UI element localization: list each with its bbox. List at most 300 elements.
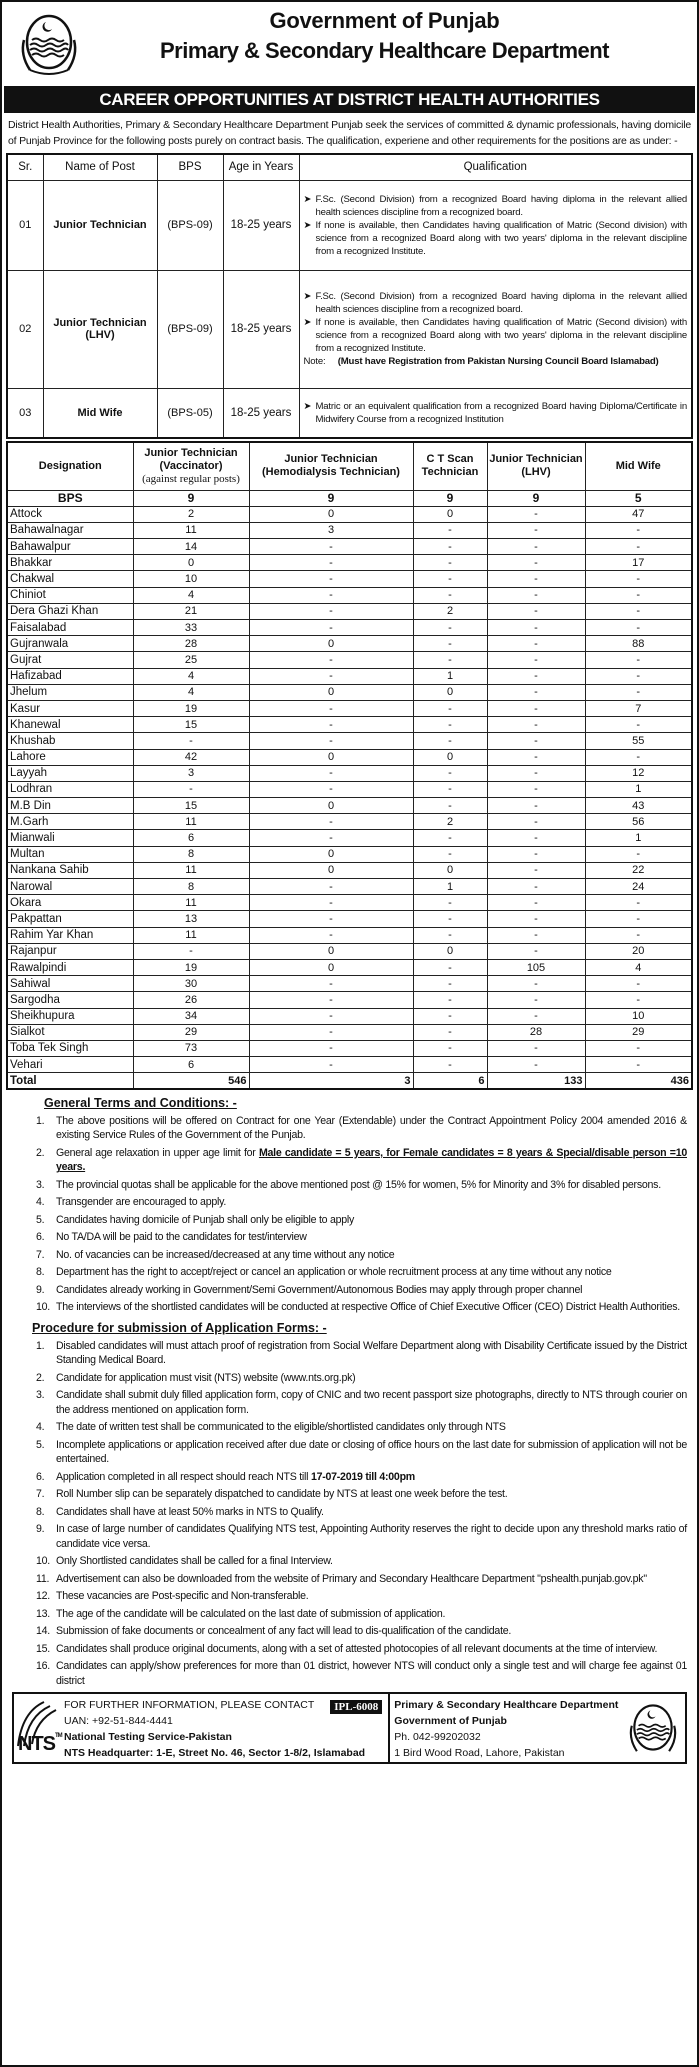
col-hemodialysis: Junior Technician (Hemodialysis Technician) xyxy=(249,442,413,490)
district-row xyxy=(7,765,692,781)
footer-contact xyxy=(12,1692,687,1764)
list-item xyxy=(36,1572,687,1587)
nts-address: NTS Headquarter: 1-E, Street No. 46, Sector 1-8/2, Islamabad xyxy=(64,1747,366,1760)
vacancy-count: - xyxy=(249,717,413,733)
vacancy-count: 10 xyxy=(585,1008,692,1024)
district-name: Chiniot xyxy=(7,587,133,603)
district-name: M.B Din xyxy=(7,798,133,814)
bps-cell: 9 xyxy=(133,490,249,506)
vacancy-count: - xyxy=(487,668,585,684)
list-item xyxy=(36,1607,687,1622)
col-designation: Designation xyxy=(7,442,133,490)
vacancy-count: - xyxy=(585,992,692,1008)
vacancy-count: - xyxy=(413,798,487,814)
item-text xyxy=(56,1114,687,1143)
vacancy-count: 3 xyxy=(249,522,413,538)
intro-paragraph: District Health Authorities, Primary & Secondary Healthcare Department Punjab seek the services of committed & dynamic professionals, having domicile of Punjab Province for the following posts purely on contract basis. The qualification, experiene and other requirements for the positions are as under: - xyxy=(8,119,691,147)
vacancy-count: - xyxy=(249,1008,413,1024)
district-row xyxy=(7,539,692,555)
vacancy-count: - xyxy=(585,652,692,668)
district-row xyxy=(7,506,692,522)
district-row xyxy=(7,976,692,992)
district-row xyxy=(7,571,692,587)
vacancy-count: - xyxy=(487,992,585,1008)
bps-label: BPS xyxy=(7,490,133,506)
vacancy-count: 1 xyxy=(585,781,692,797)
col-qualification: Qualification xyxy=(299,154,692,180)
item-number: 2. xyxy=(36,1146,45,1159)
procedure-list xyxy=(6,1339,693,1689)
post-row xyxy=(7,180,692,270)
district-name: Narowal xyxy=(7,879,133,895)
item-number: 13. xyxy=(36,1607,50,1620)
item-text xyxy=(56,1487,687,1502)
list-item xyxy=(36,1438,687,1467)
vacancy-count: - xyxy=(413,587,487,603)
vacancy-count: 22 xyxy=(585,862,692,878)
vacancy-count: - xyxy=(487,700,585,716)
dept-phone: Ph. 042-99202032 xyxy=(394,1731,481,1744)
vacancy-count: - xyxy=(249,781,413,797)
item-text-body: Roll Number slip can be separately dispatched to candidate by NTS at least one week before the test. xyxy=(56,1488,508,1501)
vacancy-count: - xyxy=(133,781,249,797)
item-text xyxy=(56,1300,687,1315)
vacancy-count: 0 xyxy=(413,943,487,959)
vacancy-count: - xyxy=(585,717,692,733)
district-row xyxy=(7,781,692,797)
vacancy-count: - xyxy=(585,895,692,911)
bps-cell: 9 xyxy=(249,490,413,506)
vacancy-count: - xyxy=(413,1040,487,1056)
vacancy-count: 13 xyxy=(133,911,249,927)
vacancy-count: - xyxy=(487,943,585,959)
vacancy-count: 55 xyxy=(585,733,692,749)
vacancy-count: - xyxy=(249,1057,413,1073)
vacancy-count: - xyxy=(413,765,487,781)
vacancy-count: - xyxy=(585,1057,692,1073)
vacancy-count: - xyxy=(487,927,585,943)
vacancy-count: 6 xyxy=(133,830,249,846)
district-name: Okara xyxy=(7,895,133,911)
arrow-bullet-icon: ➤ xyxy=(303,219,312,231)
vacancy-count: - xyxy=(413,1024,487,1040)
vacancy-count: 0 xyxy=(413,684,487,700)
item-text-body: Submission of fake documents or concealment of any fact will lead to dis-qualification of the candidate. xyxy=(56,1625,512,1638)
vacancy-count: 14 xyxy=(133,539,249,555)
contact-label: FOR FURTHER INFORMATION, PLEASE CONTACT xyxy=(64,1699,315,1712)
dept-address: 1 Bird Wood Road, Lahore, Pakistan xyxy=(394,1747,565,1760)
item-text-body: Candidates already working in Government/Semi Government/Autonomous Bodies may apply through proper channel xyxy=(56,1283,583,1296)
item-number: 3. xyxy=(36,1178,45,1191)
district-name: Nankana Sahib xyxy=(7,862,133,878)
item-text xyxy=(56,1195,687,1210)
gov-name: Government of Punjab xyxy=(394,1715,507,1728)
district-row xyxy=(7,668,692,684)
col-lhv: Junior Technician (LHV) xyxy=(487,442,585,490)
vacancies-table xyxy=(6,441,693,1090)
vacancy-count: 42 xyxy=(133,749,249,765)
list-item xyxy=(36,1339,687,1368)
vacancy-count: 1 xyxy=(585,830,692,846)
vacancy-count: 2 xyxy=(413,814,487,830)
vacancy-count: - xyxy=(133,943,249,959)
item-text-body: General age relaxation in upper age limit for xyxy=(56,1146,259,1159)
district-name: Jhelum xyxy=(7,684,133,700)
vacancy-count: 8 xyxy=(133,879,249,895)
vacancy-count: 33 xyxy=(133,620,249,636)
district-row xyxy=(7,798,692,814)
district-name: Pakpattan xyxy=(7,911,133,927)
vacancy-count: - xyxy=(487,765,585,781)
item-number: 2. xyxy=(36,1371,45,1384)
vacancy-count: - xyxy=(585,684,692,700)
punjab-emblem-icon xyxy=(16,10,82,80)
vacancy-count: - xyxy=(487,522,585,538)
district-row xyxy=(7,1057,692,1073)
department-contact xyxy=(390,1694,685,1762)
vacancy-count: - xyxy=(249,571,413,587)
vacancy-count: 11 xyxy=(133,862,249,878)
vacancy-count: - xyxy=(249,620,413,636)
district-row xyxy=(7,1024,692,1040)
list-item xyxy=(36,1388,687,1417)
vacancy-count: - xyxy=(487,571,585,587)
vacancy-count: - xyxy=(585,1040,692,1056)
vacancy-count: - xyxy=(413,976,487,992)
vacancy-count: - xyxy=(133,733,249,749)
post-age: 18-25 years xyxy=(223,180,299,270)
vacancy-count: 0 xyxy=(249,798,413,814)
district-row xyxy=(7,717,692,733)
district-name: Rawalpindi xyxy=(7,959,133,975)
item-text-body: Candidate for application must visit (NTS) website (www.nts.org.pk) xyxy=(56,1371,356,1384)
district-row xyxy=(7,992,692,1008)
arrow-bullet-icon: ➤ xyxy=(303,291,312,302)
item-number: 5. xyxy=(36,1438,45,1451)
item-text xyxy=(56,1283,687,1298)
ipl-badge: IPL-6008 xyxy=(330,1700,382,1714)
vacancy-count: - xyxy=(487,506,585,522)
district-row xyxy=(7,733,692,749)
vacancy-count: - xyxy=(249,814,413,830)
vacancy-count: 25 xyxy=(133,652,249,668)
list-item xyxy=(36,1230,687,1245)
vacancy-count: - xyxy=(413,717,487,733)
col-name-of-post: Name of Post xyxy=(43,154,157,180)
vacancy-count: - xyxy=(585,911,692,927)
item-text xyxy=(56,1505,687,1520)
vacancy-count: 17 xyxy=(585,555,692,571)
col-mid-wife: Mid Wife xyxy=(585,442,692,490)
item-text-body: Candidates having domicile of Punjab shall only be eligible to apply xyxy=(56,1213,355,1226)
item-number: 10. xyxy=(36,1301,50,1314)
post-name: Mid Wife xyxy=(43,388,157,438)
vacancy-count: 11 xyxy=(133,895,249,911)
item-emphasis: Male candidate = 5 years, for Female candidates = 8 years & Special/disable person =10 years. xyxy=(56,1146,687,1174)
vacancy-count: 1 xyxy=(413,879,487,895)
item-text xyxy=(56,1438,687,1467)
vacancy-count: - xyxy=(249,879,413,895)
vacancy-count: 0 xyxy=(249,943,413,959)
district-row xyxy=(7,684,692,700)
vacancy-count: - xyxy=(413,733,487,749)
item-text-body: Candidates shall have at least 50% marks in NTS to Qualify. xyxy=(56,1505,324,1518)
vacancy-count: - xyxy=(249,976,413,992)
district-row xyxy=(7,636,692,652)
total-cell: 6 xyxy=(413,1073,487,1089)
vacancy-count: 29 xyxy=(585,1024,692,1040)
item-text-body: The provincial quotas shall be applicable for the above mentioned post @ 15% for women, 5% for Minority and 3% for disabled persons. xyxy=(56,1178,661,1191)
vacancy-count: - xyxy=(487,830,585,846)
vacancy-count: 2 xyxy=(413,603,487,619)
district-row xyxy=(7,603,692,619)
vacancy-count: - xyxy=(249,927,413,943)
vacancy-count: - xyxy=(487,846,585,862)
vacancies-body xyxy=(7,490,692,1073)
deadline-date: 17-07-2019 till 4:00pm xyxy=(310,1470,415,1483)
vacancy-count: - xyxy=(585,522,692,538)
item-number: 15. xyxy=(36,1642,50,1655)
item-number: 9. xyxy=(36,1283,45,1296)
item-text xyxy=(56,1265,687,1280)
item-text-body: The date of written test shall be communicated to the eligible/shortlisted candidates only through NTS xyxy=(56,1421,506,1434)
vacancy-count: 4 xyxy=(133,587,249,603)
list-item xyxy=(36,1659,687,1688)
district-name: Sialkot xyxy=(7,1024,133,1040)
post-name: Junior Technician xyxy=(43,180,157,270)
vacancy-count: - xyxy=(249,668,413,684)
vacancy-count: 4 xyxy=(585,959,692,975)
list-item xyxy=(36,1114,687,1143)
post-bps: (BPS-05) xyxy=(157,388,223,438)
vacancy-count: - xyxy=(487,781,585,797)
vacancy-count: - xyxy=(413,846,487,862)
vacancy-count: 0 xyxy=(249,749,413,765)
total-cell: 436 xyxy=(585,1073,692,1089)
vacancy-count: - xyxy=(487,862,585,878)
vacancy-count: - xyxy=(413,959,487,975)
district-name: Kasur xyxy=(7,700,133,716)
vacancy-count: 20 xyxy=(585,943,692,959)
total-row xyxy=(7,1073,692,1089)
vacancy-count: 1 xyxy=(413,668,487,684)
department-contact-lines xyxy=(390,1694,625,1762)
district-row xyxy=(7,620,692,636)
posts-table xyxy=(6,153,693,439)
district-name: Khushab xyxy=(7,733,133,749)
col-bps: BPS xyxy=(157,154,223,180)
item-text-body: These vacancies are Post-specific and Non-transferable. xyxy=(56,1590,309,1603)
district-row xyxy=(7,879,692,895)
vacancy-count: 0 xyxy=(413,862,487,878)
list-item xyxy=(36,1213,687,1228)
vacancy-count: - xyxy=(249,652,413,668)
item-text xyxy=(56,1624,687,1639)
vacancy-count: 56 xyxy=(585,814,692,830)
vacancy-count: - xyxy=(413,1008,487,1024)
vacancy-count: - xyxy=(413,781,487,797)
item-number: 4. xyxy=(36,1196,45,1209)
vacancy-count: - xyxy=(487,636,585,652)
vacancy-count: 4 xyxy=(133,668,249,684)
item-text xyxy=(56,1230,687,1245)
item-number: 14. xyxy=(36,1625,50,1638)
vacancy-count: - xyxy=(487,733,585,749)
bps-cell: 9 xyxy=(413,490,487,506)
item-text-body: No. of vacancies can be increased/decreased at any time without any notice xyxy=(56,1248,395,1261)
vacancy-count: - xyxy=(585,587,692,603)
list-item xyxy=(36,1178,687,1193)
vacancy-count: 19 xyxy=(133,959,249,975)
career-banner: CAREER OPPORTUNITIES AT DISTRICT HEALTH AUTHORITIES xyxy=(4,86,695,113)
vacancy-count: - xyxy=(413,927,487,943)
item-text-body: The interviews of the shortlisted candidates will be conducted at respective Office of Chief Executive Officer (CEO) District Health Authorities. xyxy=(56,1301,680,1314)
district-name: Sargodha xyxy=(7,992,133,1008)
vacancy-count: 0 xyxy=(249,636,413,652)
list-item xyxy=(36,1195,687,1210)
vacancy-count: - xyxy=(487,798,585,814)
vacancy-count: - xyxy=(413,620,487,636)
vacancy-count: 7 xyxy=(585,700,692,716)
list-item xyxy=(36,1624,687,1639)
district-name: Lahore xyxy=(7,749,133,765)
vacancy-count: - xyxy=(487,652,585,668)
item-number: 10. xyxy=(36,1555,50,1568)
vacancy-count: 8 xyxy=(133,846,249,862)
post-qualification: ➤ F.Sc. (Second Division) from a recognized Board having diploma in the relevant allied health sciences discipline from a recognized board. ➤ If none is available, then Candidates having qualification of Matric (Second division) with science from a recognized Board along with two years' diploma in the relevant discipline from a recognized Institute. Note: (Must have Registration from Pakistan Nursing Council Board Islamabad) xyxy=(299,270,692,388)
item-text-body: Only Shortlisted candidates shall be called for a final Interview. xyxy=(56,1555,333,1568)
vacancy-count: - xyxy=(413,539,487,555)
total-cell: 3 xyxy=(249,1073,413,1089)
district-row xyxy=(7,846,692,862)
vacancy-count: - xyxy=(249,555,413,571)
vacancy-count: 11 xyxy=(133,522,249,538)
terms-title: General Terms and Conditions: - xyxy=(44,1095,237,1110)
post-age: 18-25 years xyxy=(223,388,299,438)
item-text xyxy=(56,1642,687,1657)
vacancy-count: - xyxy=(413,555,487,571)
list-item xyxy=(36,1371,687,1386)
item-text xyxy=(56,1178,687,1193)
item-text-body: Application completed in all respect should reach NTS till xyxy=(56,1470,311,1483)
vacancy-count: - xyxy=(585,846,692,862)
list-item xyxy=(36,1146,687,1175)
vacancy-count: - xyxy=(487,749,585,765)
vacancy-count: 88 xyxy=(585,636,692,652)
post-row xyxy=(7,388,692,438)
district-name: Layyah xyxy=(7,765,133,781)
item-number: 5. xyxy=(36,1213,45,1226)
page-title: Government of Punjab xyxy=(269,8,500,33)
district-row xyxy=(7,700,692,716)
item-text-body: No TA/DA will be paid to the candidates for test/interview xyxy=(56,1231,307,1244)
item-text xyxy=(56,1339,687,1368)
vacancy-count: - xyxy=(413,895,487,911)
vacancy-count: 73 xyxy=(133,1040,249,1056)
post-sr: 01 xyxy=(7,180,43,270)
item-text-body: In case of large number of candidates Qualifying NTS test, Appointing Authority reserves the right to decide upon any threshold marks ratio of candidate vice versa. xyxy=(56,1523,687,1550)
vacancy-count: 0 xyxy=(413,749,487,765)
item-text-body: The above positions will be offered on Contract for one Year (Extendable) under the Contract Appointment Policy 2004 amended 2016 & existing Service Rules of the Government of the Punjab. xyxy=(56,1114,687,1142)
vacancy-count: - xyxy=(249,895,413,911)
vacancy-count: 47 xyxy=(585,506,692,522)
vacancy-count: - xyxy=(249,587,413,603)
list-item xyxy=(36,1420,687,1435)
vacancy-count: 11 xyxy=(133,814,249,830)
vacancy-count: - xyxy=(487,879,585,895)
item-text-body: Transgender are encouraged to apply. xyxy=(56,1196,227,1209)
list-item xyxy=(36,1505,687,1520)
vacancy-count: 26 xyxy=(133,992,249,1008)
item-number: 9. xyxy=(36,1523,45,1536)
vacancy-count: - xyxy=(413,571,487,587)
vacancy-count: - xyxy=(487,1057,585,1073)
col-sr: Sr. xyxy=(7,154,43,180)
district-name: M.Garh xyxy=(7,814,133,830)
vacancy-count: - xyxy=(487,555,585,571)
post-name: Junior Technician (LHV) xyxy=(43,270,157,388)
vacancy-count: 0 xyxy=(249,684,413,700)
district-name: Lodhran xyxy=(7,781,133,797)
vacancy-count: - xyxy=(585,603,692,619)
district-name: Multan xyxy=(7,846,133,862)
post-note: Note: (Must have Registration from Pakistan Nursing Council Board Islamabad) xyxy=(303,356,659,367)
list-item xyxy=(36,1642,687,1657)
vacancy-count: - xyxy=(487,684,585,700)
terms-list xyxy=(6,1114,693,1315)
post-age: 18-25 years xyxy=(223,270,299,388)
item-text xyxy=(56,1371,687,1386)
district-name: Sheikhupura xyxy=(7,1008,133,1024)
list-item xyxy=(36,1300,687,1315)
district-name: Rahim Yar Khan xyxy=(7,927,133,943)
item-number: 6. xyxy=(36,1470,45,1483)
vacancy-count: - xyxy=(413,700,487,716)
nts-contact xyxy=(14,1694,390,1762)
district-name: Mianwali xyxy=(7,830,133,846)
vacancy-count: - xyxy=(249,1040,413,1056)
district-row xyxy=(7,862,692,878)
post-qualification: ➤ Matric or an equivalent qualification from a recognized Board having Diploma/Certificate in Midwifery Course from a recognized Institution xyxy=(299,388,692,438)
item-number: 8. xyxy=(36,1266,45,1279)
item-text xyxy=(56,1659,687,1688)
vacancy-count: - xyxy=(249,700,413,716)
vacancy-count: - xyxy=(487,603,585,619)
district-name: Chakwal xyxy=(7,571,133,587)
district-row xyxy=(7,959,692,975)
nts-name: National Testing Service-Pakistan xyxy=(64,1731,232,1744)
district-row xyxy=(7,911,692,927)
district-name: Toba Tek Singh xyxy=(7,1040,133,1056)
vacancy-count: 0 xyxy=(249,862,413,878)
vacancy-count: 4 xyxy=(133,684,249,700)
vacancy-count: 6 xyxy=(133,1057,249,1073)
posts-header-row xyxy=(7,154,692,180)
bps-cell: 5 xyxy=(585,490,692,506)
district-row xyxy=(7,652,692,668)
item-text-body: Candidate shall submit duly filled application form, copy of CNIC and two recent passport size photographs, directly to NTS through courier on the address mentioned on application form. xyxy=(56,1389,687,1416)
item-number: 11. xyxy=(36,1572,50,1585)
vacancy-count: 15 xyxy=(133,798,249,814)
district-row xyxy=(7,814,692,830)
vacancy-count: - xyxy=(413,522,487,538)
vacancy-count: - xyxy=(585,668,692,684)
list-item xyxy=(36,1265,687,1280)
vacancy-count: 29 xyxy=(133,1024,249,1040)
district-name: Dera Ghazi Khan xyxy=(7,603,133,619)
item-text-body: Candidates shall produce original documents, along with a set of attested photocopies of all relevant documents at the time of interview. xyxy=(56,1642,658,1655)
vacancy-count: - xyxy=(413,992,487,1008)
